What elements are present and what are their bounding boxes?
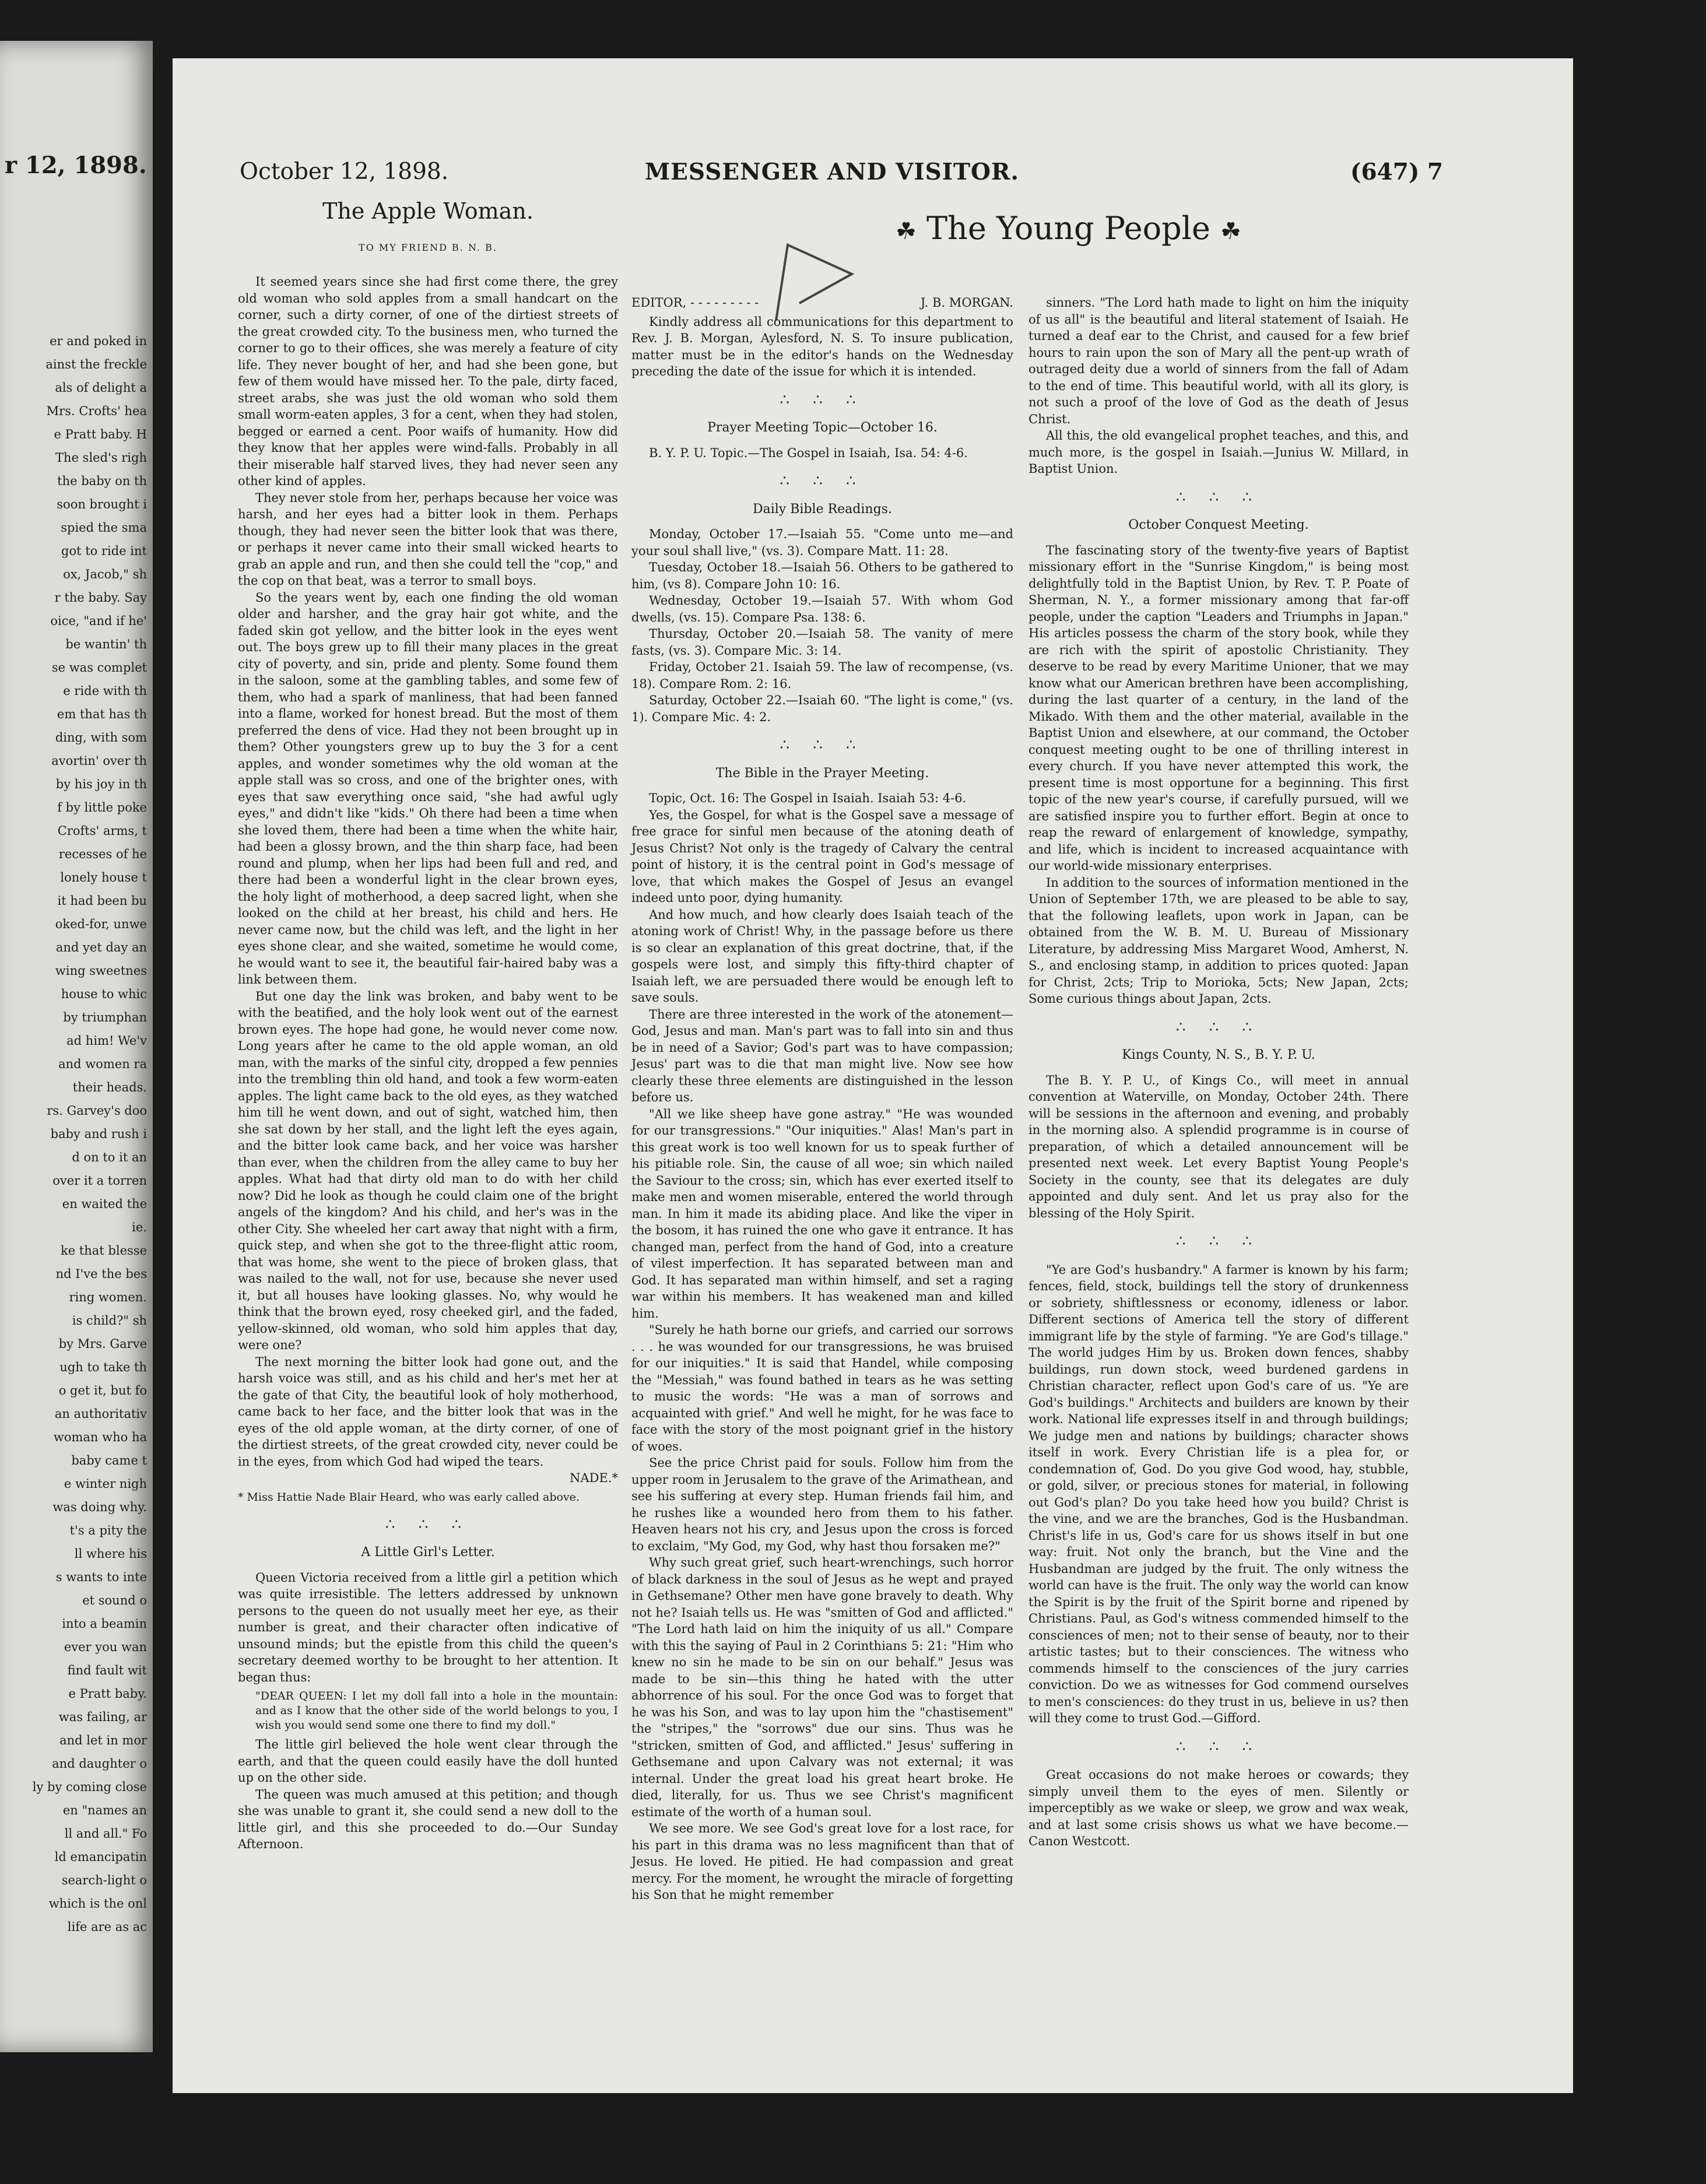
paragraph: Queen Victoria received from a little girl a petition which was quite irresistible. The letters addressed by unknown persons to the queen do not usually meet her eye, as their number is great, and their character often indicative of unsound minds; but the epistle from this child the queen's secretary deemed worthy to be brought to her attention. It began thus:: [238, 1570, 618, 1684]
adjacent-text-fragment: soon brought i: [57, 497, 147, 511]
adjacent-text-fragment: by triumphan: [63, 1010, 147, 1024]
adjacent-text-fragment: baby and rush i: [50, 1127, 147, 1141]
dedication: TO MY FRIEND B. N. B.: [359, 241, 497, 253]
section-ornament: ∴ ∴ ∴: [1175, 1737, 1262, 1755]
adjacent-text-fragment: en waited the: [62, 1197, 147, 1211]
adjacent-text-fragment: avortin' over th: [51, 754, 147, 768]
paragraph: "Ye are God's husbandry." A farmer is known by his farm; fences, field, stock, buildings tell the story of drunkenness or sobriety, shiftlessness or economy, idleness or labor. Different sections of America tell the story of different immigrant life by the style of farming. "Ye are God's tillage." The world judges Him by us. Broken down fences, shabby buildings, run down stock, weed burdened gardens in Christian character, reflect upon God's care of us. "Ye are God's buildings." Architects and builders are known by their work. National life expresses itself in and through buildings; We judge men and nations by buildings; character shows itself in work. Every Christian life is a plea for, or condemnation of, God. Do you give God wood, hay, stubble, or gold, silver, or precious stones for material, in following out God's plan? Do you take heed how you build? Christ is the vine, and we are the branches, God is the Husbandman. Christ's life in us, God's care for us shows itself in but one way: fruit. Not only the branch, but the Vine and the Husbandman are judged by the fruit. The only witness the world can have is the fruit. The only way the world can know the Spirit is by the fruit of the Spirit borne and ripened by Christians. Paul, as God's witness commended himself to the consciences of men; not to their sense of beauty, nor to their artistic tastes; but to their consciences. The witness who commends himself to the consciences of the jury carries conviction. Do we as witnesses for God commend ourselves to men's consciences: do they trust in us, believe in us? then will they come to trust God.—Gifford.: [1028, 1262, 1409, 1725]
adjacent-text-fragment: an authoritativ: [54, 1407, 147, 1421]
adjacent-text-fragment: and yet day an: [55, 940, 147, 954]
section-ornament: ∴ ∴ ∴: [780, 736, 865, 754]
section-title: The Young People: [926, 210, 1210, 247]
paragraph: We see more. We see God's great love for a lost race, for his part in this drama was no less magnificent than that of Jesus. He loved. He pitied. He had compassion and great mercy. For the moment, he wrought the miracle of forgetting his Son that he might remember: [631, 1821, 1013, 1902]
adjacent-text-fragment: Mrs. Crofts' hea: [46, 404, 147, 418]
adjacent-text-fragment: ox, Jacob," sh: [63, 567, 147, 581]
article-title: A Little Girl's Letter.: [361, 1545, 495, 1560]
article-title: Kings County, N. S., B. Y. P. U.: [1122, 1048, 1315, 1062]
section-ornament: ∴ ∴ ∴: [1175, 1018, 1262, 1036]
paragraph: "Surely he hath borne our griefs, and carried our sorrows . . . he was wounded for our transgressions, he was bruised for our iniquities." It is said that Handel, while composing the "Messiah," was found bathed in tears as he was setting to music the words: "He was a man of sorrows and acquainted with grief." And well he might, for he was face to face with the story of the most poignant grief in the history of woes.: [631, 1323, 1013, 1453]
adjacent-text-fragment: ainst the freckle: [45, 357, 147, 371]
article-title: Prayer Meeting Topic—October 16.: [707, 420, 938, 435]
paragraph: But one day the link was broken, and baby went to be with the beatified, and the holy look went out of the earnest brown eyes. The hope had gone, he would never come now. Long years after he came to the old apple woman, an old man, with the marks of the sinful city, dropped a few pennies into the trembling thin old hand, and took a few worm-eaten apples. The light came back to the old eyes, as they watched him till he went down, and out of sight, watched him, then she sat down by her stall, and the light left the eyes again, and the bitter look came back, and her voice was harsher than ever, when the children from the alley came to buy her apples. What had that dirty old man to do with her child now? Did he look as though he could claim one of the bright angels of the kingdom? And his child, and her's was in the other City. She wheeled her cart away that night with a firm, quick step, and when she got to the three-flight attic room, that was home, she went to the piece of broken glass, that was nailed to the wall, not for use, because she never used it, but all houses have looking glasses. No, why would he think that the brown eyed, rosy cheeked girl, and the faded, yellow-skinned, old woman, who sold him apples that day, were one?: [238, 989, 619, 1352]
adjacent-text-fragment: e Pratt baby. H: [54, 427, 147, 441]
adjacent-text-fragment: recesses of he: [58, 847, 147, 861]
adjacent-text-fragment: their heads.: [72, 1080, 147, 1094]
adjacent-text-fragment: d on to it an: [72, 1150, 147, 1164]
editor-name: J. B. MORGAN.: [920, 296, 1013, 310]
adjacent-text-fragment: ke that blesse: [61, 1244, 147, 1258]
paragraph: In addition to the sources of information mentioned in the Union of September 17th, we are pleased to be able to say, that the following leaflets, upon work in Japan, can be obtained from the W. B. M. U. Bureau of Missionary Literature, by addressing Miss Margaret Wood, Amherst, N. S., and enclosing stamp, in addition to prices quoted: Japan for Christ, 2cts; Trip to Morioka, 5cts; New Japan, 2cts; Some curious things about Japan, 2cts.: [1028, 875, 1409, 1006]
article-body: [238, 273, 618, 1470]
topic-line: B. Y. P. U. Topic.—The Gospel in Isaiah, Isa. 54: 4-6.: [649, 445, 968, 460]
column-young-people: [631, 294, 1013, 1904]
adjacent-text-fragment: et sound o: [82, 1593, 147, 1607]
adjacent-text-fragment: Crofts' arms, t: [57, 824, 147, 838]
adjacent-text-fragment: o get it, but fo: [58, 1384, 147, 1398]
adjacent-text-fragment: and let in mor: [59, 1733, 147, 1747]
issue-date: October 12, 1898.: [240, 159, 449, 185]
adjacent-text-fragment: er and poked in: [50, 334, 147, 348]
article-body: [238, 1569, 618, 1686]
article-body: [1028, 542, 1409, 1007]
adjacent-text-fragment: was failing, ar: [58, 1710, 147, 1724]
adjacent-text-fragment: ly by coming close: [32, 1780, 147, 1794]
article-title: Daily Bible Readings.: [753, 501, 892, 517]
adjacent-text-fragment: woman who ha: [53, 1430, 147, 1444]
paragraph: There are three interested in the work of the atonement—God, Jesus and man. Man's part was to fall into sin and thus be in need of a Savior; God's part was to have compassion; Jesus' part was to die that man might live. Now see how clearly these three elements are distinguished in the lesson before us.: [631, 1007, 1013, 1104]
adjacent-text-fragment: by Mrs. Garve: [58, 1337, 147, 1351]
section-ornament: ∴ ∴ ∴: [1175, 488, 1262, 506]
adjacent-text-fragment: which is the onl: [48, 1897, 147, 1911]
adjacent-text-fragment: e winter nigh: [64, 1477, 147, 1491]
paragraph: Great occasions do not make heroes or cowards; they simply unveil them to the eyes of men. Silently or imperceptibly as we wake or sleep, we grow and wax weak, and at last some crisis shows us what we have become.—Canon Westcott.: [1028, 1768, 1409, 1848]
paragraph: The little girl believed the hole went clear through the earth, and that the queen could easily have the doll hunted up on the other side.: [238, 1737, 618, 1785]
adjacent-text-fragment: life are as ac: [67, 1920, 147, 1934]
editor-label: EDITOR, - - - - - - - - -: [631, 296, 759, 310]
adjacent-text-fragment: r the baby. Say: [54, 591, 147, 605]
paragraph: "All we like sheep have gone astray." "He was wounded for our transgressions." "Our iniquities." Alas! Man's part in this great work is too well known for us to speak further of his pitiable role. Sin, the cause of all woe; sin which nailed the Saviour to the cross; sin, which has ever exerted itself to make men and women miserable, entered the world through man. In him it made its abiding place. And like the viper in the bosom, it has ruined the one who gave it entrance. It has changed man, perfect from the hand of God, into a creature of vilest imperfection. It has separated between man and God. It has separated man within himself, and set a raging war within his members. It has weakened man and killed him.: [631, 1107, 1013, 1321]
paragraph: Monday, October 17.—Isaiah 55. "Come unto me—and your soul shall live," (vs. 3). Compare Matt. 11: 28.: [631, 527, 1013, 558]
adjacent-text-fragment: the baby on th: [57, 474, 147, 488]
article-title: October Conquest Meeting.: [1128, 518, 1309, 532]
paragraph: Friday, October 21. Isaiah 59. The law of recompense, (vs. 18). Compare Rom. 2: 16.: [631, 660, 1013, 691]
article-signature: NADE.*: [570, 1471, 618, 1485]
quoted-letter: "DEAR QUEEN: I let my doll fall into a hole in the mountain: and as I know that the other side of the world belongs to you, I wish you would send some one there to find my doll.": [255, 1690, 618, 1732]
adjacent-text-fragment: wing sweetnes: [55, 964, 147, 978]
adjacent-text-fragment: ever you wan: [64, 1640, 147, 1654]
section-ornament: ∴ ∴ ∴: [1175, 1233, 1262, 1250]
paragraph: Topic, Oct. 16: The Gospel in Isaiah. Isaiah 53: 4-6.: [649, 791, 967, 805]
adjacent-text-fragment: and women ra: [58, 1057, 147, 1071]
adjacent-text-fragment: se was complet: [51, 661, 147, 675]
paragraph: Saturday, October 22.—Isaiah 60. "The light is come," (vs. 1). Compare Mic. 4: 2.: [631, 693, 1013, 724]
adjacent-text-fragment: oked-for, unwe: [55, 917, 147, 931]
article-body: [1028, 294, 1409, 477]
paragraph: Thursday, October 20.—Isaiah 58. The vanity of mere fasts, (vs. 3). Compare Mic. 3: 14.: [631, 627, 1013, 658]
adjacent-text-fragment: ad him! We'v: [66, 1034, 147, 1048]
section-ornament: ∴ ∴ ∴: [385, 1515, 471, 1533]
editor-line: [631, 294, 1013, 311]
paragraph: The B. Y. P. U., of Kings Co., will meet in annual convention at Waterville, on Monday, October 24th. There will be sessions in the afternoon and evening, and probably in the morning also. A splendid programme is in course of preparation, of which a detailed announcement will be presented next week. Let every Baptist Young People's Society in the county, see that its delegates are duly appointed and duly sent. And let us pray also for the blessing of the Holy Spirit.: [1028, 1073, 1409, 1220]
adjacent-text-fragment: into a beamin: [62, 1617, 147, 1631]
article-body: [631, 790, 1013, 1904]
section-banner: [896, 210, 1241, 247]
paragraph: They never stole from her, perhaps because her voice was harsh, and her eyes had a bitter look in them. Perhaps though, they had never seen the bitter look that was there, or perhaps it never came into their small wicked hearts to grab an apple and run, and then she could tell the "cop," and the cop on that beat, was a terror to small boys.: [238, 490, 618, 588]
adjacent-text-fragment: ugh to take th: [59, 1360, 147, 1374]
adjacent-text-fragment: ring women.: [69, 1290, 147, 1304]
readings-list: [631, 526, 1013, 725]
paragraph: The queen was much amused at this petition; and though she was unable to grant it, she could send a new doll to the little girl, and this she proceeded to do.—Our Sunday Afternoon.: [238, 1787, 618, 1851]
adjacent-text-fragment: oice, "and if he': [50, 614, 147, 628]
article-body: [238, 1736, 618, 1853]
paragraph: The next morning the bitter look had gone out, and the harsh voice was still, and as his child and her's met her at the gate of that City, the beautiful look of holy motherhood, came back to her face, and the bitter look that was in the eyes of the old apple woman, at the dirty corner, of one of the dirtiest streets, of the great crowded city, never could be in the eyes, from which God had wiped the tears.: [238, 1354, 618, 1469]
adjacent-text-fragment: house to whic: [61, 987, 147, 1001]
article-body: [1028, 1767, 1409, 1850]
adjacent-text-fragment: nd I've the bes: [55, 1267, 147, 1281]
adjacent-text-fragment: ding, with som: [55, 731, 147, 745]
adjacent-text-fragment: e Pratt baby.: [68, 1687, 147, 1701]
article-body: [1028, 1262, 1409, 1727]
section-ornament: ∴ ∴ ∴: [780, 391, 865, 409]
leaf-ornament-icon: ☘: [896, 218, 917, 245]
adjacent-text-fragment: be wantin' th: [65, 637, 147, 651]
paragraph: Why such great grief, such heart-wrenchings, such horror of black darkness in the soul of Jesus as he wept and prayed in Gethsemane? Other men have gone bravely to death. Why not he? Isaiah tells us. He was "smitten of God and afflicted." "The Lord hath laid on him the iniquity of us all." Compare with this the saying of Paul in 2 Corinthians 5: 21: "Him who knew no sin he made to be sin on our behalf." Jesus was made to be sin—this thing he hated with the utter abhorrence of his soul. For the once God was to forget that he was his Son, and was to lay upon him the "chastisement" the "stripes," the "sorrows" due our sins. Thus was he "stricken, smitten of God, and afflicted." Jesus' suffering in Gethsemane and upon Calvary was not external; it was internal. Under the great load his great heart broke. He died, literally, for us. Thus we see Christ's magnificent estimate of the worth of a human soul.: [631, 1556, 1013, 1819]
paragraph: sinners. "The Lord hath made to light on him the iniquity of us all" is the beautiful and literal statement of Isaiah. He turned a deaf ear to the Christ, and caused for a few brief hours to rain upon the son of Mary all the pent-up wrath of outraged deity due a world of sinners from the fall of Adam to the end of time. This beautiful world, with all its glory, is not such a proof of the love of God as the death of Jesus Christ.: [1028, 296, 1409, 426]
footnote: * Miss Hattie Nade Blair Heard, who was early called above.: [238, 1490, 580, 1504]
masthead-title: MESSENGER AND VISITOR.: [645, 159, 1019, 185]
adjacent-text-fragment: e ride with th: [63, 684, 147, 698]
adjacent-text-fragment: ld emancipatin: [54, 1850, 147, 1864]
column-conquest: [1028, 294, 1409, 1850]
page-number: (647) 7: [1350, 159, 1444, 185]
adjacent-page-date: r 12, 1898.: [5, 152, 147, 179]
adjacent-text-fragment: search-light o: [61, 1873, 147, 1887]
department-intro: Kindly address all communications for this department to Rev. J. B. Morgan, Aylesford, N. S. To insure publication, matter must be in the editor's hands on the Wednesday preceding the date of the issue for which it is intended.: [631, 314, 1013, 378]
paragraph: And how much, and how clearly does Isaiah teach of the atoning work of Christ! Why, in the passage before us there is so clear an explanation of this great doctrine, that, if the gospels were lost, and simply this fifty-third chapter of Isaiah left, we are persuaded there would be enough left to save souls.: [631, 907, 1013, 1005]
paragraph: See the price Christ paid for souls. Follow him from the upper room in Jerusalem to the grave of the Arimathean, and see his suffering at every step. Human friends fail him, and he rushes like a wounded hero from them to his father. Heaven hears not his cry, and Jesus upon the cross is forced to exclaim, "My God, my God, why hast thou forsaken me?": [631, 1456, 1013, 1553]
adjacent-text-fragment: s wants to inte: [55, 1570, 147, 1584]
adjacent-text-fragment: ll where his: [74, 1547, 147, 1561]
adjacent-text-fragment: f by little poke: [57, 800, 147, 814]
paragraph: So the years went by, each one finding the old woman older and harsher, and the gray hair got white, and the faded skin got yellow, and the bitter look in the eyes went out. The boys grew up to fill their many places in the great city of poverty, and sin, pride and plenty. Some found them in the saloon, some at the gambling tables, and some few of them, who had a spark of manliness, that had been fanned into a flame, worked for honest bread. But the most of them preferred the dens of vice. Had they not been brought up in them? Other youngsters grew up to buy the 3 for a cent apples, and wonder sometimes why the old woman at the apple stall was so cross, and one of the brighter ones, with eyes that saw everything once said, "she had awful ugly eyes," and didn't like "kids." Oh there had been a time when she loved them, there had been a time when the white hair, had been a glossy brown, and the thin sharp face, had been round and plump, when her lips had been full and red, and there had been a wonderful light in the clear brown eyes, the holy light of motherhood, a deep sacred light, when she looked on the child at her breast, his child and hers. He never came now, but the child was left, and the light in her eyes shone clear, and she waited, sometime he would come, he would want to see it, the beautiful fair-haired baby was a link between them.: [238, 590, 618, 986]
paragraph: It seemed years since she had first come there, the grey old woman who sold apples from a small handcart on the corner, such a dirty corner, of one of the dirtiest streets of the great crowded city. To the business men, who turned the corner to go to their offices, she was merely a feature of city life. They never bought of her, and had she been gone, but few of them would have missed her. To the pale, dirty faced, street arabs, she was just the old woman who sold them small worm-eaten apples, 3 for a cent, when they had stolen, begged or earned a cent. Poor waifs of humanity. How did they know that her apples were wind-falls. Probably in all their miserable half starved lives, they had never seen any other kind of apples.: [238, 275, 618, 488]
adjacent-text-fragment: rs. Garvey's doo: [47, 1104, 147, 1118]
article-title: The Apple Woman.: [322, 198, 533, 224]
paragraph: All this, the old evangelical prophet teaches, and this, and much more, is the gospel in Isaiah.—Junius W. Millard, in Baptist Union.: [1028, 429, 1409, 476]
adjacent-text-fragment: als of delight a: [55, 381, 147, 395]
paragraph: Wednesday, October 19.—Isaiah 57. With whom God dwells, (vs. 15). Compare Psa. 138: 6.: [631, 594, 1013, 624]
article-title: The Bible in the Prayer Meeting.: [715, 766, 929, 781]
section-ornament: ∴ ∴ ∴: [780, 472, 865, 490]
adjacent-text-fragment: lonely house t: [60, 870, 147, 884]
adjacent-text-fragment: ll and all." Fo: [64, 1827, 147, 1841]
adjacent-text-fragment: find fault wit: [67, 1663, 147, 1677]
adjacent-text-fragment: it had been bu: [57, 894, 147, 908]
article-body: [1028, 1072, 1409, 1222]
adjacent-text-fragment: ie.: [132, 1220, 147, 1234]
adjacent-text-fragment: en "names an: [62, 1803, 147, 1817]
adjacent-text-fragment: em that has th: [57, 707, 147, 721]
adjacent-text-fragment: got to ride int: [61, 544, 147, 558]
adjacent-text-fragment: is child?" sh: [72, 1314, 147, 1328]
adjacent-text-fragment: over it a torren: [52, 1174, 147, 1188]
adjacent-text-fragment: The sled's righ: [55, 451, 147, 465]
paragraph: Yes, the Gospel, for what is the Gospel save a message of free grace for sinful men because of the atoning death of Jesus Christ? Not only is the tragedy of Calvary the central point of history, it is the central point in God's message of love, that which makes the Gospel of Jesus an evangel indeed unto poor, dying humanity.: [631, 807, 1013, 905]
leaf-ornament-icon: ☘: [1220, 218, 1241, 245]
adjacent-text-fragment: t's a pity the: [69, 1523, 147, 1537]
newspaper-page: [173, 58, 1573, 2093]
adjacent-text-fragment: was doing why.: [52, 1500, 147, 1514]
paragraph: Tuesday, October 18.—Isaiah 56. Others to be gathered to him, (vs 8). Compare John 10: 16.: [631, 560, 1013, 591]
adjacent-text-fragment: and daughter o: [52, 1757, 147, 1771]
adjacent-text-fragment: by his joy in th: [55, 777, 147, 791]
adjacent-text-fragment: baby came t: [71, 1453, 147, 1467]
paragraph: The fascinating story of the twenty-five years of Baptist missionary effort in the "Sunrise Kingdom," is being most delightfully told in the Baptist Union, by Rev. T. P. Poate of Sherman, N. Y., a former missionary among that far-off people, under the caption "Leaders and Triumphs in Japan." His articles possess the charm of the story book, while they are rich with the spirit of apostolic Christianity. They deserve to be read by every Maritime Unioner, that we may know what our American brethren have been accomplishing, during the last quarter of a century, in the land of the Mikado. With them and the other material, available in the Baptist Union and elsewhere, at our command, the October conquest meeting ought to be one of thrilling interest in every church. If you have never attempted this work, the present time is most opportune for a beginning. This first topic of the new year's course, if carefully pursued, will we are satisfied inspire you to further effort. Begin at once to reap the reward of enlargement of knowledge, sympathy, and life, which is incident to increased acquaintance with our world-wide missionary enterprises.: [1028, 543, 1409, 873]
adjacent-page-strip: [0, 41, 153, 2052]
adjacent-text-fragment: spied the sma: [61, 521, 147, 535]
column-apple-woman: [238, 198, 618, 1853]
